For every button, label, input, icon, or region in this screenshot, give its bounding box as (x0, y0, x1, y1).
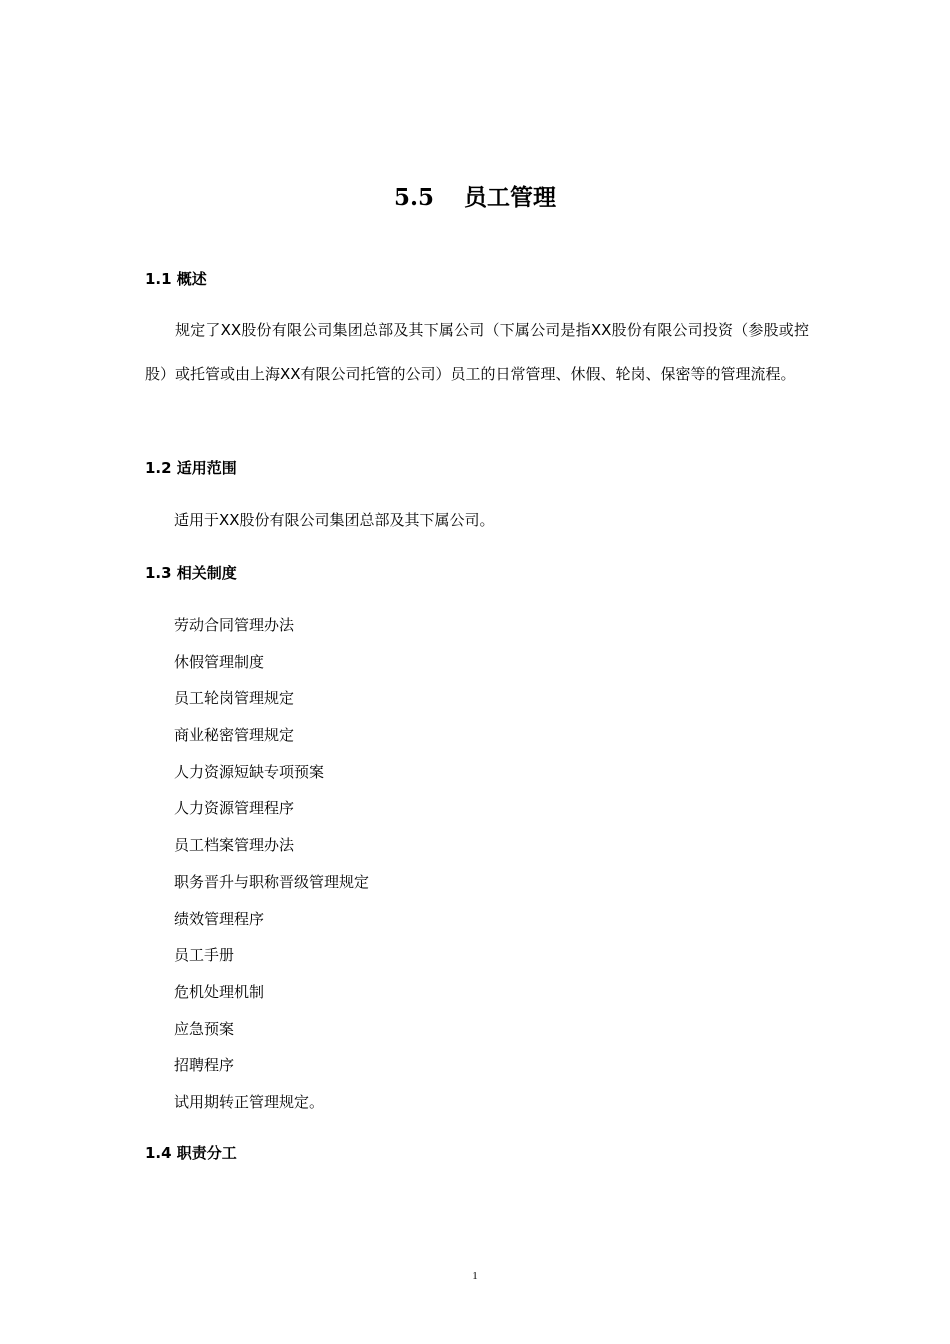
list-item: 员工手册 (174, 946, 235, 965)
section-heading-overview: 1.1 概述 (145, 270, 207, 288)
list-item: 人力资源短缺专项预案 (174, 762, 325, 781)
title-text: 员工管理 (464, 184, 556, 211)
list-item: 休假管理制度 (174, 652, 265, 671)
list-item: 劳动合同管理办法 (174, 616, 295, 634)
page-title (0, 180, 950, 216)
section-heading-duties: 1.4 职责分工 (145, 1144, 237, 1162)
list-item: 应急预案 (174, 1019, 235, 1038)
list-item: 商业秘密管理规定 (174, 726, 295, 745)
section-heading-related: 1.3 相关制度 (145, 564, 237, 582)
list-item: 员工轮岗管理规定 (174, 689, 295, 708)
list-item: 人力资源管理程序 (174, 799, 295, 818)
list-item: 职务晋升与职称晋级管理规定 (174, 872, 370, 891)
list-item: 危机处理机制 (174, 982, 265, 1001)
overview-paragraph: 规定了XX股份有限公司集团总部及其下属公司（下属公司是指XX股份有限公司投资（参股或控股）或托管或由上海XX有限公司托管的公司）员工的日常管理、休假、轮岗、保密等的管理流程。 (145, 321, 809, 383)
section-heading-scope: 1.2 适用范围 (145, 459, 237, 477)
list-item: 员工档案管理办法 (174, 836, 295, 855)
list-item: 招聘程序 (174, 1056, 235, 1075)
scope-paragraph: 适用于XX股份有限公司集团总部及其下属公司。 (174, 511, 495, 529)
list-item: 绩效管理程序 (174, 909, 265, 928)
related-rules-list (174, 613, 369, 1127)
list-item: 试用期转正管理规定。 (174, 1092, 325, 1111)
page-number: 1 (472, 1270, 478, 1282)
title-number: 5.5 (393, 184, 434, 211)
